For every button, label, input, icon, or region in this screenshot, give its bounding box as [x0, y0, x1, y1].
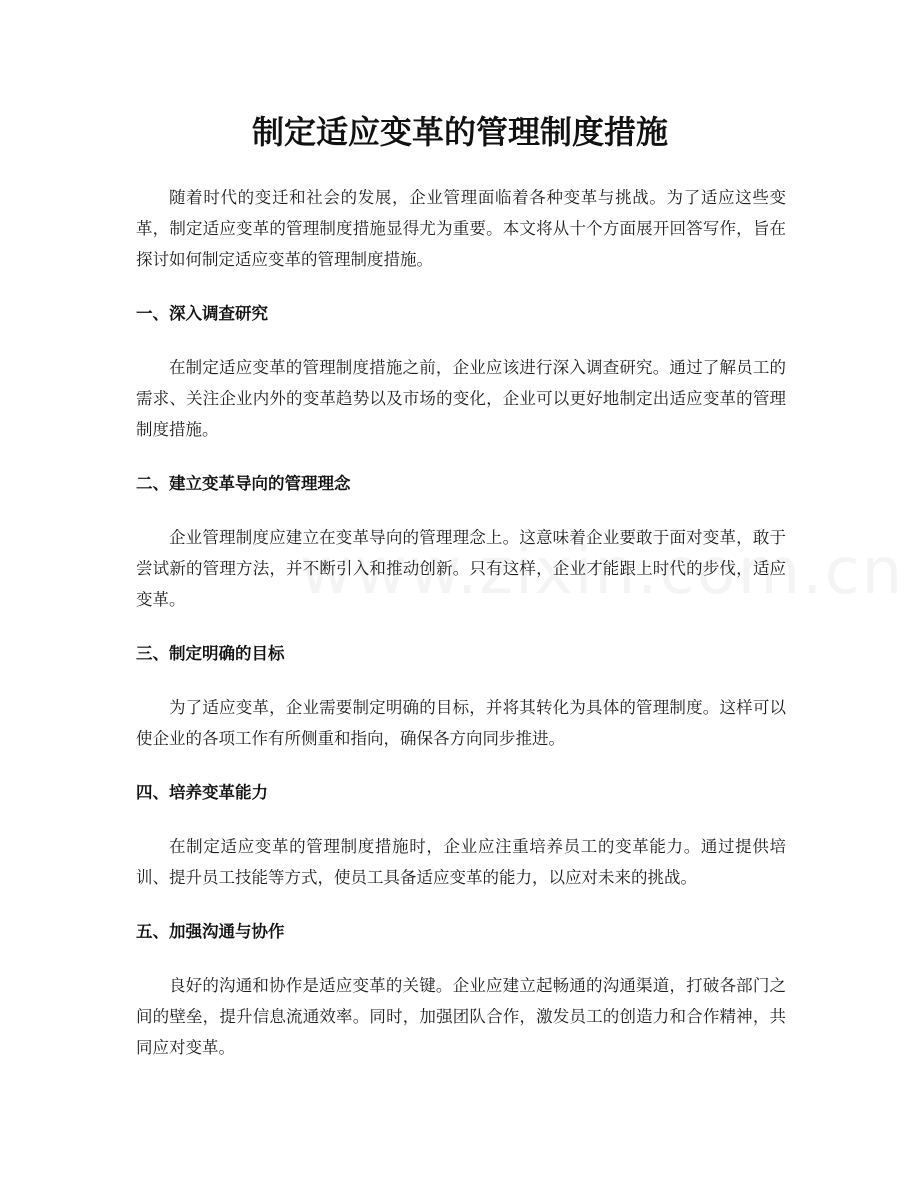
document-title: 制定适应变革的管理制度措施 — [251, 113, 668, 151]
document-body — [136, 182, 786, 1063]
section-heading: 五、加强沟通与协作 — [136, 922, 285, 941]
section-1 — [136, 298, 786, 468]
section-heading: 四、培养变革能力 — [136, 783, 268, 802]
section-heading: 一、深入调查研究 — [136, 304, 268, 323]
section-5 — [136, 916, 786, 1063]
section-2 — [136, 468, 786, 638]
section-heading: 三、制定明确的目标 — [136, 644, 285, 663]
section-3 — [136, 638, 786, 777]
section-heading: 二、建立变革导向的管理理念 — [136, 474, 351, 493]
section-paragraph: 在制定适应变革的管理制度措施时，企业应注重培养员工的变革能力。通过提供培训、提升员工技能等方式，使员工具备适应变革的能力，以应对未来的挑战。 — [136, 837, 786, 887]
intro-paragraph: 随着时代的变迁和社会的发展，企业管理面临着各种变革与挑战。为了适应这些变革，制定适应变革的管理制度措施显得尤为重要。本文将从十个方面展开回答写作，旨在探讨如何制定适应变革的管理制度措施。 — [136, 188, 786, 269]
section-paragraph: 在制定适应变革的管理制度措施之前，企业应该进行深入调查研究。通过了解员工的需求、关注企业内外的变革趋势以及市场的变化，企业可以更好地制定出适应变革的管理制度措施。 — [136, 358, 786, 439]
section-paragraph: 为了适应变革，企业需要制定明确的目标，并将其转化为具体的管理制度。这样可以使企业的各项工作有所侧重和指向，确保各方向同步推进。 — [136, 698, 786, 748]
section-4 — [136, 777, 786, 916]
section-paragraph: 良好的沟通和协作是适应变革的关键。企业应建立起畅通的沟通渠道，打破各部门之间的壁垒，提升信息流通效率。同时，加强团队合作，激发员工的创造力和合作精神，共同应对变革。 — [136, 976, 786, 1057]
section-paragraph: 企业管理制度应建立在变革导向的管理理念上。这意味着企业要敢于面对变革，敢于尝试新的管理方法，并不断引入和推动创新。只有这样，企业才能跟上时代的步伐，适应变革。 — [136, 528, 786, 609]
